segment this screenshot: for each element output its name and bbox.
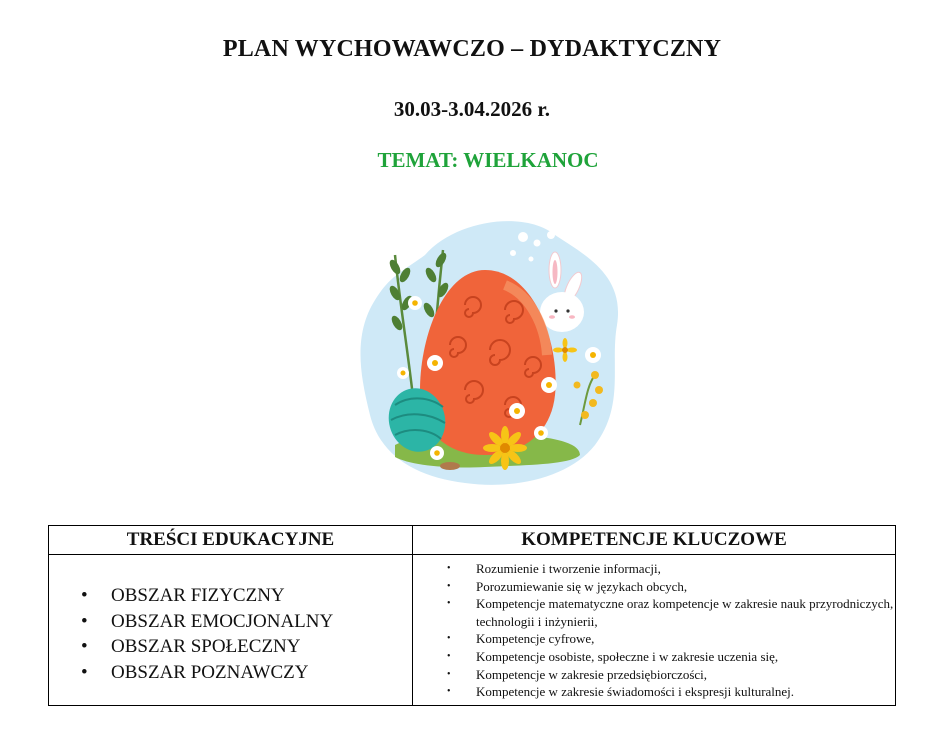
competence-label: Kompetencje osobiste, społeczne i w zakresie uczenia się, [476,648,779,664]
table-row [49,555,896,706]
page-title: PLAN WYCHOWAWCZO – DYDAKTYCZNY [222,36,722,62]
list-item: • Kompetencje matematyczne oraz kompetencje w zakresie nauk przyrodniczych, technologii i inżynierii, [447,596,894,629]
theme-heading: TEMAT: WIELKANOC [377,148,599,172]
list-item: • OBSZAR EMOCJONALNY [81,610,334,632]
list-item: • Porozumiewanie się w językach obcych, [447,578,688,594]
competences-list [413,555,895,701]
competence-label: Kompetencje cyfrowe, [476,631,595,647]
list-item: • Rozumienie i tworzenie informacji, [447,561,661,576]
competence-label: Porozumiewanie się w językach obcych, [476,578,688,594]
competence-label: Rozumienie i tworzenie informacji, [476,561,661,576]
competence-label: Kompetencje w zakresie świadomości i ekspresji kulturalnej. [476,684,795,700]
list-item: • OBSZAR POZNAWCZY [81,661,309,683]
list-item: • Kompetencje w zakresie świadomości i ekspresji kulturalnej. [447,684,795,700]
area-label: OBSZAR EMOCJONALNY [111,610,334,632]
list-item: • Kompetencje w zakresie przedsiębiorczości, [447,666,708,682]
educational-content-cell [49,555,413,706]
header-educational-content: TREŚCI EDUKACYJNE [49,526,413,555]
table-header-row [49,526,896,555]
competence-label: Kompetencje w zakresie przedsiębiorczości, [476,666,708,682]
list-item: • Kompetencje cyfrowe, [447,631,595,647]
competence-label: Kompetencje matematyczne oraz kompetencje w zakresie nauk przyrodniczych, technologii i inżynierii, [476,596,894,629]
area-label: OBSZAR SPOŁECZNY [111,636,301,657]
date-range: 30.03-3.04.2026 r. [393,97,551,121]
area-label: OBSZAR POZNAWCZY [111,661,309,683]
plan-table [48,525,896,706]
list-item: • OBSZAR FIZYCZNY [81,585,285,606]
list-item: • OBSZAR SPOŁECZNY [81,636,301,657]
area-label: OBSZAR FIZYCZNY [111,585,285,606]
areas-list [49,555,412,685]
key-competences-cell [413,555,896,706]
easter-egg-bunny-illustration [355,215,625,495]
list-item: • Kompetencje osobiste, społeczne i w zakresie uczenia się, [447,648,779,664]
header-key-competences: KOMPETENCJE KLUCZOWE [413,526,896,555]
